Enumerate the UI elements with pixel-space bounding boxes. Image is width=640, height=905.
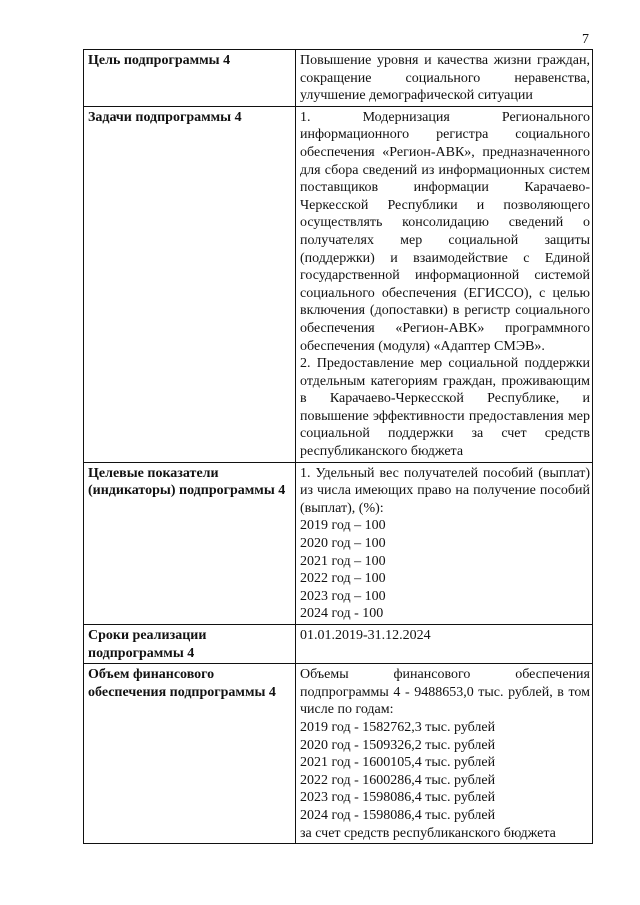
value-paragraph: Объемы финансового обеспечения подпрограммы 4 - 9488653,0 тыс. рублей, в том числе по годам: (300, 667, 590, 718)
value-line: 2023 год – 100 (300, 588, 386, 604)
value-paragraph: 01.01.2019-31.12.2024 (300, 628, 431, 643)
value-line: 2024 год - 1598086,4 тыс. рублей (300, 807, 496, 823)
table-row (84, 462, 593, 624)
row-label-text: Объем финансового обеспечения подпрограммы 4 (88, 667, 276, 700)
value-line: 2021 год - 1600105,4 тыс. рублей (300, 755, 496, 771)
table-row (84, 625, 593, 664)
subprogram-passport-table (83, 49, 593, 844)
value-line: 2020 год - 1509326,2 тыс. рублей (300, 737, 496, 753)
row-value (296, 625, 593, 664)
value-line: 2022 год - 1600286,4 тыс. рублей (300, 772, 496, 788)
value-line: за счет средств республиканского бюджета (300, 825, 556, 841)
row-label-text: Цель подпрограммы 4 (88, 53, 231, 68)
value-paragraph: 1. Модернизация Регионального информационного регистра социального обеспечения «Регион-АВК», предназначенного для сбора сведений из информационных систем поставщиков информации Карачаево-Черкесской Республики и позволяющего осуществлять консолидацию сведений о получателях мер социальной защиты (поддержки) и взаимодействие с Единой государственной информационной системой социального обеспечения (ЕГИССО), с целью включения (допоставки) в регистр социального обеспечения «Регион-АВК» программного обеспечения (модуля) «Адаптер СМЭВ». (300, 109, 590, 354)
value-line: 2023 год - 1598086,4 тыс. рублей (300, 790, 496, 806)
row-label-text: Целевые показатели (индикаторы) подпрограммы 4 (88, 465, 286, 499)
value-line: 2019 год – 100 (300, 518, 386, 534)
row-value (296, 50, 593, 107)
row-value (296, 462, 593, 624)
passport-table-body (84, 50, 593, 844)
value-line: 2020 год – 100 (300, 536, 386, 552)
table-row (84, 50, 593, 107)
value-paragraph: Повышение уровня и качества жизни граждан, сокращение социального неравенства, улучшение демографической ситуации (300, 53, 590, 104)
value-line: 2021 год – 100 (300, 553, 386, 569)
table-row (84, 664, 593, 844)
row-value (296, 664, 593, 844)
row-label (84, 664, 296, 844)
row-label-text: Сроки реализации подпрограммы 4 (88, 628, 207, 661)
value-line: 2022 год – 100 (300, 571, 386, 587)
row-label-text: Задачи подпрограммы 4 (88, 109, 242, 125)
value-line: 2019 год - 1582762,3 тыс. рублей (300, 719, 496, 735)
value-paragraph: 1. Удельный вес получателей пособий (выплат) из числа имеющих право на получение пособий (выплат), (%): (300, 465, 590, 516)
row-label (84, 462, 296, 624)
row-label (84, 106, 296, 462)
row-label (84, 625, 296, 664)
row-value (296, 106, 593, 462)
page-number: 7 (582, 32, 589, 47)
value-line: 2024 год - 100 (300, 606, 384, 622)
value-paragraph: 2. Предоставление мер социальной поддержки отдельным категориям граждан, проживающим в Карачаево-Черкесской Республике, и повышение эффективности предоставления мер социальной поддержки за счет средств республиканского бюджета (300, 356, 590, 460)
table-row (84, 106, 593, 462)
row-label (84, 50, 296, 107)
